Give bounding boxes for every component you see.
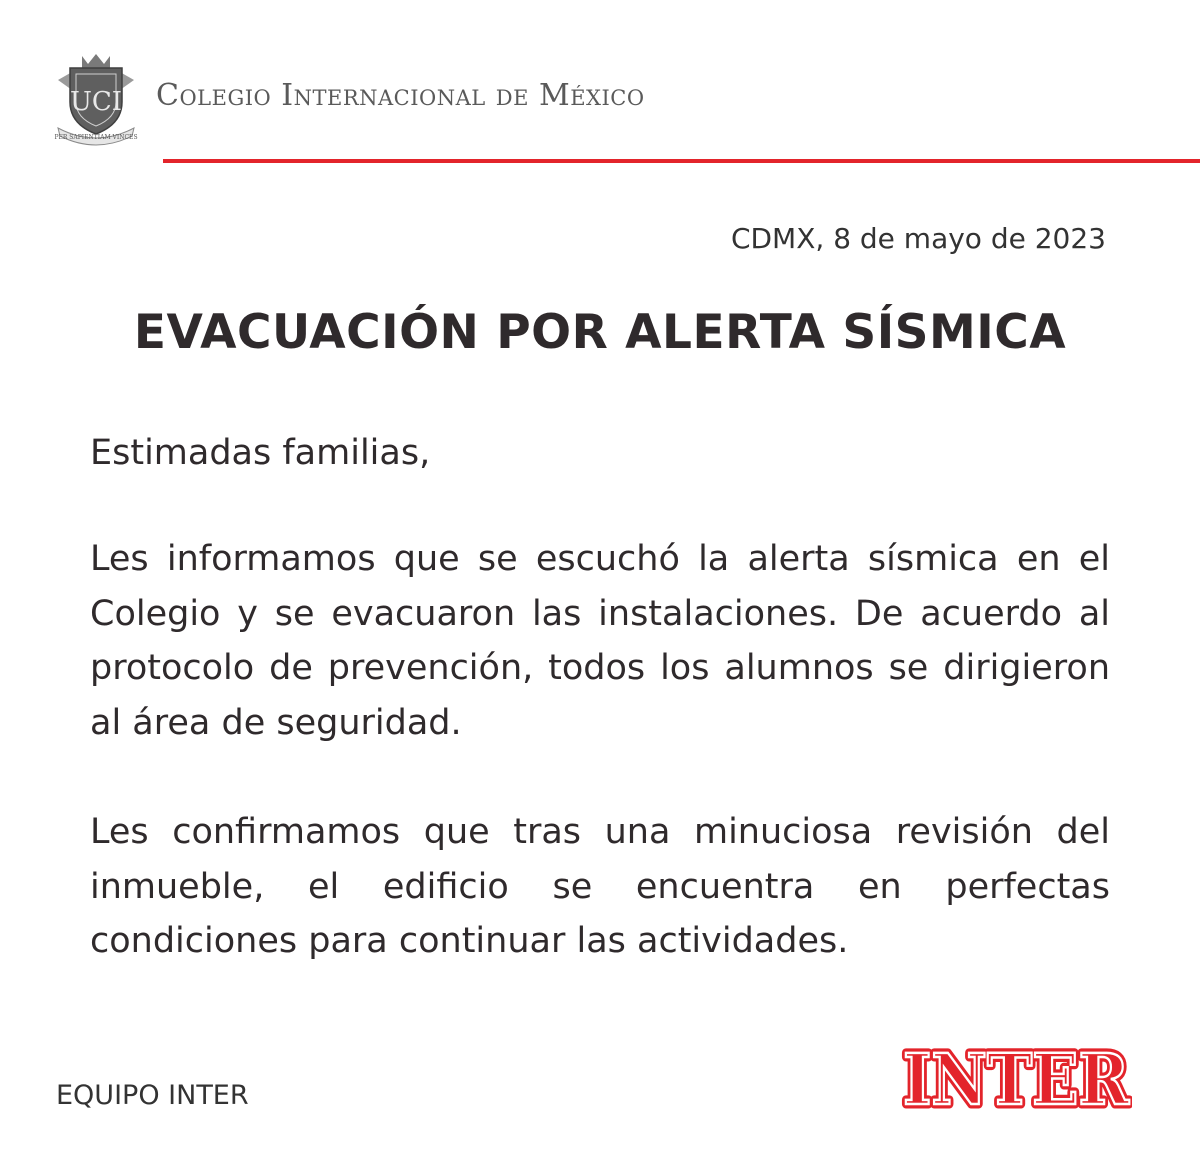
- body-paragraph-2: Les confirmamos que tras una minuciosa revisión del inmueble, el edificio se encuentra en perfectas condiciones para continuar las actividades.: [90, 812, 1110, 961]
- svg-text:INTER: INTER: [903, 1044, 1130, 1114]
- signature: EQUIPO INTER: [56, 1080, 249, 1111]
- svg-text:PER SAPIENTIAM VINCES: PER SAPIENTIAM VINCES: [54, 134, 138, 141]
- svg-text:INTER: INTER: [903, 1044, 1130, 1114]
- svg-text:UCI: UCI: [69, 87, 123, 117]
- greeting: Estimadas familias,: [90, 433, 431, 473]
- institution-name: Colegio Internacional de México: [156, 78, 645, 113]
- document-title: EVACUACIÓN POR ALERTA SÍSMICA: [133, 305, 1067, 360]
- header-divider: [163, 159, 1200, 163]
- body-paragraph-1: Les informamos que se escuchó la alerta sísmica en el Colegio y se evacuaron las instalaciones. De acuerdo al protocolo de prevención, todos los alumnos se dirigieron al área de seguridad.: [90, 539, 1110, 743]
- inter-wordmark-logo: [900, 1044, 1132, 1114]
- school-crest-logo: [52, 50, 140, 146]
- date-line: CDMX, 8 de mayo de 2023: [730, 222, 1106, 255]
